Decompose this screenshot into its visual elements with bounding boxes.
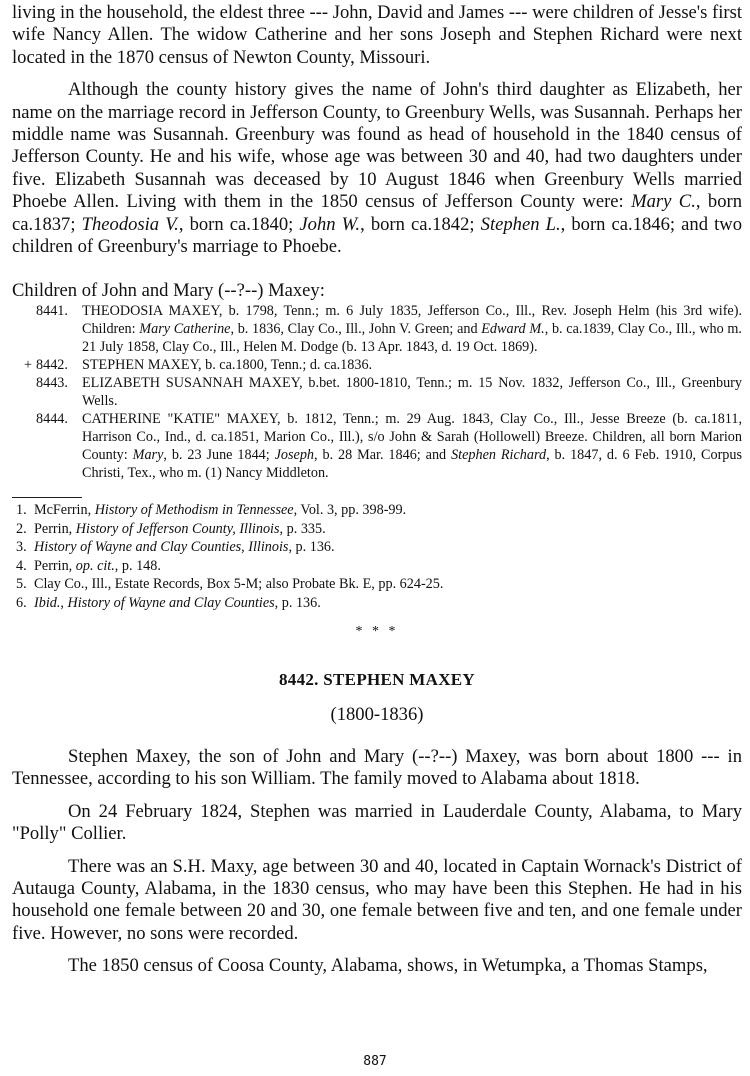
paragraph: There was an S.H. Maxy, age between 30 and 40, located in Captain Wornack's District of Autauga County, Alabama, in the 1830 census, who may have been this Stephen. He had in his household one female between 20 and 30, one female between five and ten, and one female under five. However, no sons were recorded. (12, 855, 742, 944)
footnote-text: Ibid., History of Wayne and Clay Counties, p. 136. (34, 594, 321, 611)
footnote-rule (12, 497, 82, 498)
italic-text: Ibid. (34, 594, 61, 611)
child-entry (12, 302, 742, 356)
italic-text: Theodosia V. (81, 213, 179, 235)
child-number: 8441. (36, 303, 68, 320)
child-text: THEODOSIA MAXEY, b. 1798, Tenn.; m. 6 July 1835, Jefferson Co., Ill., Rev. Joseph Helm (his 3rd wife). Children: Mary Catherine, b. 1836, Clay Co., Ill., John V. Green; and Edward M., b. ca.1839, Clay Co., Ill., who m. 21 July 1858, Clay Co., Ill., Helen M. Dodge (b. 13 Apr. 1843, d. 19 Oct. 1869). (82, 303, 742, 356)
paragraph: Although the county history gives the name of John's third daughter as Elizabeth, her name on the marriage record in Jefferson County, to Greenbury Wells, was Susannah. Perhaps her middle name was Susannah. Greenbury was found as head of household in the 1840 census of Jefferson County. He and his wife, whose age was between 30 and 40, had two daughters under five. Elizabeth Susannah was deceased by 10 August 1846 when Greenbury Wells married Phoebe Allen. Living with them in the 1850 census of Jefferson County were: Mary C., born ca.1837; Theodosia V., born ca.1840; John W., born ca.1842; Stephen L., born ca.1846; and two children of Greenbury's marriage to Phoebe. (12, 79, 743, 258)
footnote-number: 5. (16, 576, 27, 593)
child-text: STEPHEN MAXEY, b. ca.1800, Tenn.; d. ca.1836. (82, 357, 373, 374)
child-entry (12, 374, 742, 410)
intro-paragraphs (12, 2, 742, 258)
footnotes (12, 501, 742, 611)
footnote-number: 4. (16, 557, 27, 574)
section-separator: * * * (355, 623, 399, 639)
footnote-number: 3. (16, 539, 27, 556)
page (12, 0, 742, 978)
italic-text: History of Wayne and Clay Counties (67, 594, 275, 611)
footnote (12, 594, 742, 612)
footnote (12, 575, 742, 593)
child-entry (12, 410, 742, 482)
italic-text: John W. (299, 213, 361, 235)
italic-text: Mary Catherine (139, 321, 231, 338)
footnote-text: History of Wayne and Clay Counties, Illinois, p. 136. (34, 539, 335, 556)
child-entry (12, 356, 742, 374)
child-number: 8444. (36, 411, 68, 428)
footnote-number: 2. (16, 520, 27, 537)
child-text: CATHERINE "KATIE" MAXEY, b. 1812, Tenn.; m. 29 Aug. 1843, Clay Co., Ill., Jesse Breeze (b. ca.1811, Harrison Co., Ind., d. ca.1851, Marion Co., Ill.), s/o John & Sarah (Hollowell) Breeze. Children, all born Marion County: Mary, b. 23 June 1844; Joseph, b. 28 Mar. 1846; and Stephen Richard, b. 1847, d. 6 Feb. 1910, Corpus Christi, Tex., who m. (1) Nancy Middleton. (82, 411, 743, 482)
italic-text: Joseph (274, 447, 315, 464)
section-title: 8442. STEPHEN MAXEY (278, 669, 476, 689)
body-paragraphs (12, 746, 742, 978)
italic-text: Stephen Richard (451, 447, 547, 464)
italic-text: History of Wayne and Clay Counties, Illinois (34, 539, 289, 556)
italic-text: History of Methodism in Tennessee (94, 502, 294, 519)
footnote-text: Perrin, op. cit., p. 148. (34, 557, 161, 574)
italic-text: Edward M. (481, 321, 545, 338)
italic-text: Mary C. (631, 191, 696, 213)
footnote-text: Clay Co., Ill., Estate Records, Box 5-M; also Probate Bk. E, pp. 624-25. (34, 576, 444, 593)
paragraph: The 1850 census of Coosa County, Alabama, shows, in Wetumpka, a Thomas Stamps, (68, 955, 708, 977)
italic-text: Stephen L. (480, 213, 561, 235)
children-list (12, 302, 742, 482)
footnote (12, 501, 742, 519)
footnote (12, 557, 742, 575)
child-number: 8443. (36, 375, 68, 392)
footnote (12, 520, 742, 538)
footnote (12, 538, 742, 556)
footnote-text: Perrin, History of Jefferson County, Illinois, p. 335. (34, 520, 326, 537)
page-number: 887 (363, 1054, 387, 1069)
descendant-marker: + (24, 357, 33, 374)
section-dates: (1800-1836) (330, 703, 424, 725)
footnote-text: McFerrin, History of Methodism in Tennessee, Vol. 3, pp. 398-99. (34, 502, 407, 519)
paragraph: On 24 February 1824, Stephen was married in Lauderdale County, Alabama, to Mary "Polly" Collier. (12, 800, 742, 845)
child-number: 8442. (36, 357, 68, 374)
italic-text: History of Jefferson County, Illinois (75, 520, 280, 537)
children-heading: Children of John and Mary (--?--) Maxey: (12, 280, 325, 302)
paragraph: living in the household, the eldest three --- John, David and James --- were children of Jesse's first wife Nancy Allen. The widow Catherine and her sons Joseph and Stephen Richard were next located in the 1870 census of Newton County, Missouri. (12, 2, 742, 68)
footnote-number: 1. (16, 502, 27, 519)
italic-text: Mary (132, 447, 164, 464)
paragraph: Stephen Maxey, the son of John and Mary (--?--) Maxey, was born about 1800 --- in Tennessee, according to his son William. The family moved to Alabama about 1818. (12, 745, 742, 790)
child-text: ELIZABETH SUSANNAH MAXEY, b.bet. 1800-1810, Tenn.; m. 15 Nov. 1832, Jefferson Co., Ill., Greenbury Wells. (82, 375, 742, 410)
italic-text: op. cit. (75, 557, 115, 574)
footnote-number: 6. (16, 594, 27, 611)
